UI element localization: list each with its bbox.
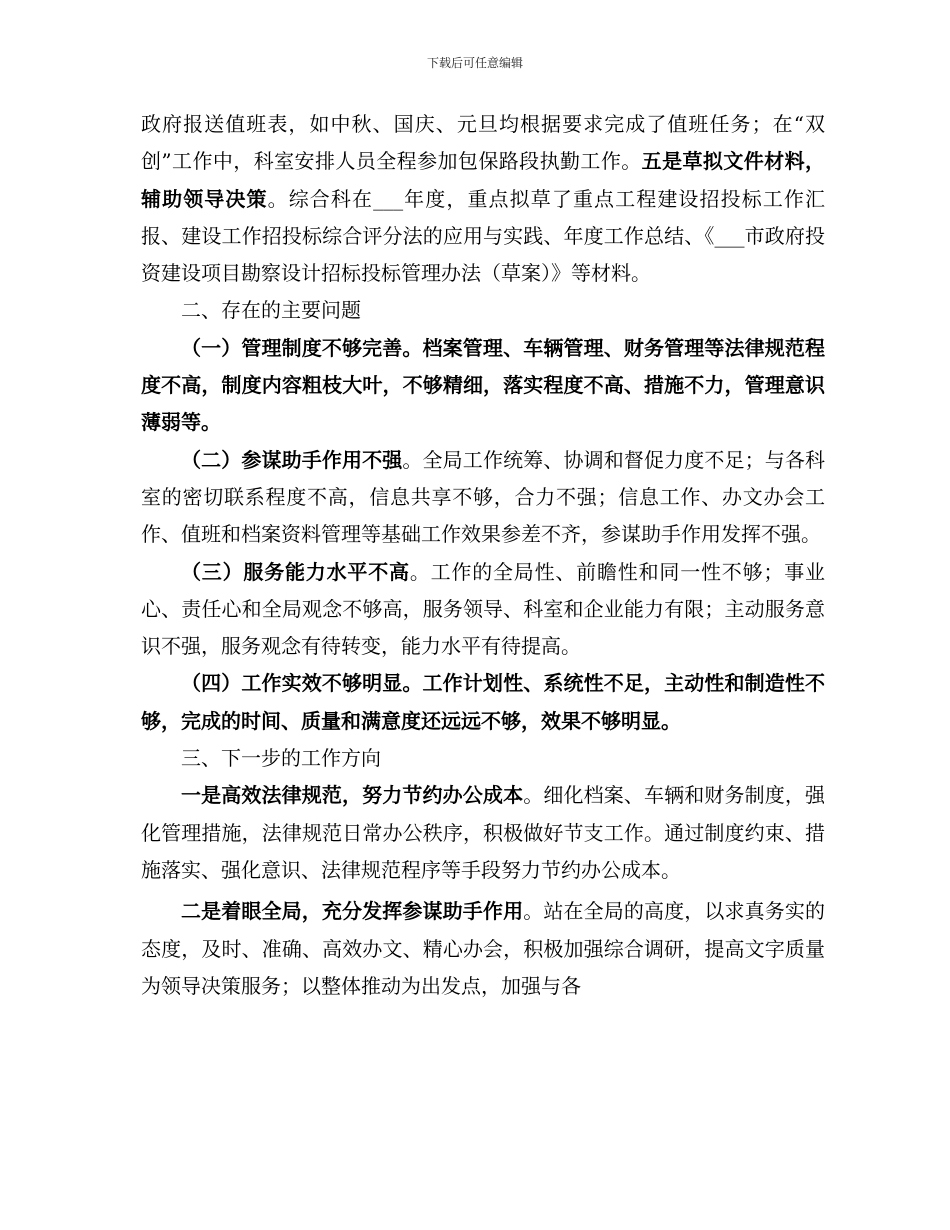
page-header: 下载后可任意编辑 (426, 56, 523, 70)
problem-3 (141, 554, 825, 666)
paragraph-text: 。细化档案、车辆和财务制度，强化管理措施，法律规范日常办公秩序，积极做好节支工作。通过制度约束、措施落实、强化意识、法律规范程序等手段努力节约办公成本。 (141, 783, 826, 882)
paragraph-text: 。工作的全局性、前瞻性和同一性不够；事业心、责任心和全局观念不够高，服务领导、科室和企业能力有限；主动服务意识不强，服务观念有待转变，能力水平有待提高。 (141, 559, 826, 659)
document-body (141, 106, 825, 1005)
problem-2 (141, 442, 825, 554)
direction-2 (141, 893, 825, 1005)
bold-lead: 五是草拟文件材料，辅助领导决策 (141, 149, 825, 211)
paragraph-duty-and-drafting (141, 106, 825, 292)
paragraph-text: 。综合科在___年度，重点拟草了重点工程建设招投标工作汇报、建设工作招投标综合评分法的应用与实践、年度工作总结、《___市政府投资建设项目勘察设计招标投标管理办法（草案）》等材料。 (141, 186, 826, 286)
bold-lead: 一是高效法律规范，努力节约办公成本 (181, 783, 524, 808)
paragraph-text: 。站在全局的高度，以求真务实的态度，及时、准确、高效办文、精心办会，积极加强综合调研，提高文字质量为领导决策服务；以整体推动为出发点，加强与各 (141, 899, 826, 998)
paragraph-text: 。全局工作统筹、协调和督促力度不足；与各科室的密切联系程度不高，信息共享不够，合力不强；信息工作、办文办会工作、值班和档案资料管理等基础工作效果参差不齐，参谋助手作用发挥不强。 (141, 447, 826, 547)
problem-4: （四）工作实效不够明显。工作计划性、系统性不足，主动性和制造性不够，完成的时间、质量和满意度还远远不够，效果不够明显。 (141, 671, 825, 733)
section-heading-problems: 二、存在的主要问题 (181, 298, 361, 323)
problem-1: （一）管理制度不够完善。档案管理、车辆管理、财务管理等法律规范程度不高，制度内容粗枝大叶，不够精细，落实程度不高、措施不力，管理意识薄弱等。 (141, 335, 825, 435)
paragraph-text: 政府报送值班表，如中秋、国庆、元旦均根据要求完成了值班任务；在“双创”工作中，科室安排人员全程参加包保路段执勤工作。 (141, 112, 825, 174)
bold-lead: （二）参谋助手作用不强 (181, 447, 403, 472)
section-heading-next-steps: 三、下一步的工作方向 (181, 746, 381, 771)
direction-1 (141, 777, 825, 889)
bold-lead: 二是着眼全局，充分发挥参谋助手作用 (181, 899, 524, 924)
bold-lead: （三）服务能力水平不高 (181, 559, 410, 584)
